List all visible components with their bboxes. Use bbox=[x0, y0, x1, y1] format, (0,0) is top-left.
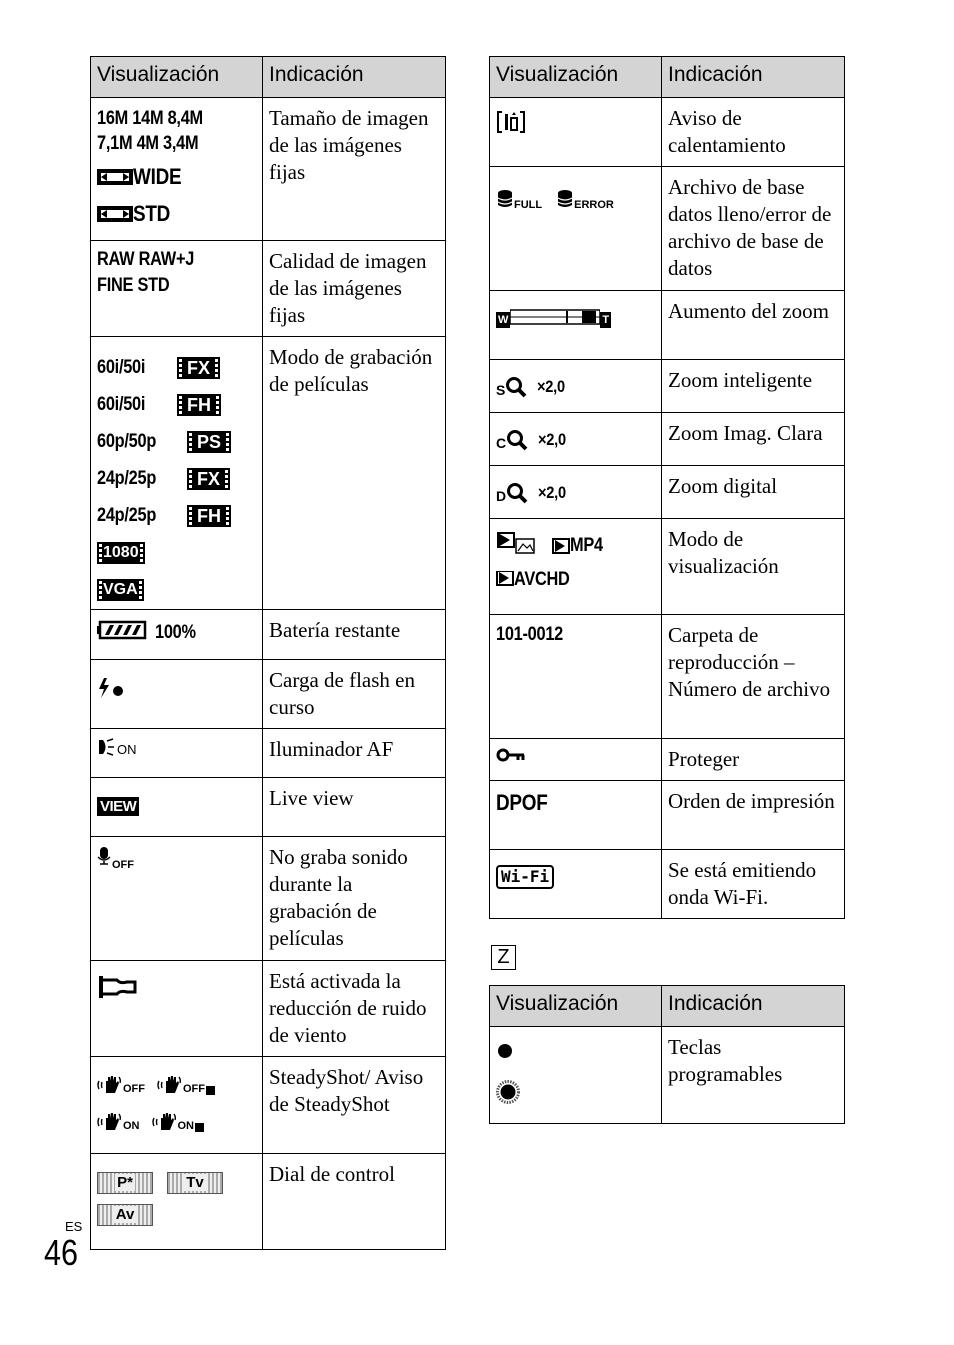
movie-mode-60p-ps: 60p/50p PS bbox=[97, 423, 256, 460]
page-language: ES bbox=[65, 1219, 83, 1234]
section-table bbox=[489, 985, 845, 1124]
wifi-icon: Wi-Fi bbox=[496, 865, 554, 889]
indication-smart-zoom: Zoom inteligente bbox=[662, 360, 845, 413]
control-dial-p-icon: P* bbox=[97, 1172, 153, 1194]
indication-image-size: Tamaño de imagen de las imágenes fijas bbox=[263, 98, 446, 241]
table-row bbox=[490, 98, 845, 167]
image-size-values-2: 7,1M 4M 3,4M bbox=[97, 133, 199, 154]
battery-percent: 100% bbox=[155, 621, 196, 643]
table-row bbox=[490, 519, 845, 615]
indication-digital-zoom: Zoom digital bbox=[662, 466, 845, 519]
zoom-scale-w: W bbox=[498, 313, 509, 326]
protect-key-icon bbox=[496, 747, 526, 768]
table-row bbox=[490, 615, 845, 739]
dpof-label: DPOF bbox=[496, 790, 548, 815]
wide-icon: WIDE bbox=[97, 164, 189, 190]
steadyshot-off-icon: OFF bbox=[97, 1073, 145, 1095]
indication-overheat: Aviso de calentamiento bbox=[662, 98, 845, 167]
indication-live-view: Live view bbox=[263, 778, 446, 837]
page-number: 46 bbox=[44, 1232, 79, 1273]
smart-zoom-value: ×2,0 bbox=[537, 376, 566, 396]
table-row: ON Iluminador AF bbox=[91, 729, 446, 778]
table-row bbox=[91, 778, 446, 837]
clear-image-zoom-value: ×2,0 bbox=[538, 429, 566, 449]
left-table bbox=[90, 56, 446, 1250]
table-row bbox=[490, 466, 845, 519]
table-row bbox=[91, 337, 446, 610]
live-view-icon: VIEW bbox=[97, 797, 139, 816]
indication-no-sound: No graba sonido durante la grabación de películas bbox=[263, 837, 446, 961]
view-mode-avchd-icon: AVCHD bbox=[496, 569, 579, 591]
table-row bbox=[490, 360, 845, 413]
steadyshot-off-warning-icon: OFF bbox=[157, 1073, 215, 1095]
header-visualizacion: Visualización bbox=[91, 57, 263, 98]
header-indicacion: Indicación bbox=[662, 57, 845, 98]
view-mode-mp4-icon: MP4 bbox=[552, 535, 608, 557]
indication-print-order: Orden de impresión bbox=[662, 781, 845, 850]
overheat-warning-icon bbox=[496, 110, 526, 139]
table-row bbox=[490, 739, 845, 781]
steadyshot-on-warning-icon: ON bbox=[152, 1110, 205, 1132]
indication-image-quality: Calidad de imagen de las imágenes fijas bbox=[263, 241, 446, 337]
quality-values-1: RAW RAW+J bbox=[97, 249, 195, 270]
af-illuminator-icon bbox=[97, 736, 115, 763]
indication-battery: Batería restante bbox=[263, 610, 446, 660]
view-mode-still-icon bbox=[496, 531, 538, 560]
soft-key-dial-icon bbox=[496, 1080, 520, 1109]
movie-mode-vga: VGA bbox=[97, 571, 256, 608]
battery-icon bbox=[97, 620, 147, 645]
clear-image-zoom-icon: C bbox=[496, 429, 528, 451]
table-row bbox=[91, 241, 446, 337]
header-visualizacion: Visualización bbox=[490, 57, 662, 98]
image-size-values-1: 16M 14M 8,4M bbox=[97, 108, 203, 129]
indication-flash-charge: Carga de flash en curso bbox=[263, 660, 446, 729]
database-error-icon: ERROR bbox=[556, 189, 614, 211]
section-label: Z bbox=[491, 945, 516, 970]
std-icon: STD bbox=[97, 201, 176, 227]
table-row bbox=[91, 610, 446, 660]
digital-zoom-value: ×2,0 bbox=[538, 482, 566, 502]
indication-movie-mode: Modo de grabación de películas bbox=[263, 337, 446, 610]
table-row bbox=[490, 1027, 845, 1124]
table-row bbox=[490, 291, 845, 360]
indication-clear-image-zoom: Zoom Imag. Clara bbox=[662, 413, 845, 466]
table-row bbox=[490, 413, 845, 466]
flash-charge-icon bbox=[97, 677, 127, 704]
folder-file-number: 101-0012 bbox=[496, 624, 563, 645]
indication-zoom-scale: Aumento del zoom bbox=[662, 291, 845, 360]
steadyshot-on-icon: ON bbox=[97, 1110, 140, 1132]
table-row bbox=[490, 167, 845, 291]
table-row bbox=[490, 850, 845, 919]
indication-protect: Proteger bbox=[662, 739, 845, 781]
movie-mode-60i-fh: 60i/50i FH bbox=[97, 386, 256, 423]
indication-soft-keys: Teclas programables bbox=[662, 1027, 845, 1124]
table-row: OFF No graba sonido durante la grabación de películas bbox=[91, 837, 446, 961]
indication-wind-noise: Está activada la reducción de ruido de viento bbox=[263, 961, 446, 1057]
movie-mode-24p-fh: 24p/25p FH bbox=[97, 497, 256, 534]
header-visualizacion: Visualización bbox=[490, 986, 662, 1027]
indication-wifi: Se está emitiendo onda Wi-Fi. bbox=[662, 850, 845, 919]
indication-control-dial: Dial de control bbox=[263, 1154, 446, 1250]
header-indicacion: Indicación bbox=[263, 57, 446, 98]
movie-mode-24p-fx: 24p/25p FX bbox=[97, 460, 256, 497]
table-row bbox=[91, 1057, 446, 1154]
indication-folder-file: Carpeta de reproducción – Número de archivo bbox=[662, 615, 845, 739]
indication-steadyshot: SteadyShot/ Aviso de SteadyShot bbox=[263, 1057, 446, 1154]
smart-zoom-icon: S bbox=[496, 376, 527, 398]
zoom-scale-bar bbox=[510, 309, 600, 330]
control-dial-tv-icon: Tv bbox=[167, 1172, 223, 1194]
indication-af-illuminator: Iluminador AF bbox=[263, 729, 446, 778]
header-indicacion: Indicación bbox=[662, 986, 845, 1027]
wind-noise-reduction-icon bbox=[97, 974, 139, 1005]
indication-view-mode: Modo de visualización bbox=[662, 519, 845, 615]
table-row bbox=[91, 1154, 446, 1250]
table-row bbox=[91, 98, 446, 241]
zoom-scale-t: T bbox=[602, 313, 610, 326]
movie-mode-60i-fx: 60i/50i FX bbox=[97, 349, 256, 386]
microphone-off-icon bbox=[97, 846, 111, 871]
table-row bbox=[490, 781, 845, 850]
soft-key-dot-icon bbox=[496, 1042, 514, 1065]
quality-values-2: FINE STD bbox=[97, 275, 170, 296]
control-dial-av-icon: Av bbox=[97, 1204, 153, 1226]
database-full-icon: FULL bbox=[496, 189, 542, 211]
right-table bbox=[489, 56, 845, 919]
table-row bbox=[91, 660, 446, 729]
movie-mode-1080: 1080 bbox=[97, 534, 256, 571]
table-row bbox=[91, 961, 446, 1057]
digital-zoom-icon: D bbox=[496, 482, 528, 504]
indication-database: Archivo de base datos lleno/error de archivo de base de datos bbox=[662, 167, 845, 291]
